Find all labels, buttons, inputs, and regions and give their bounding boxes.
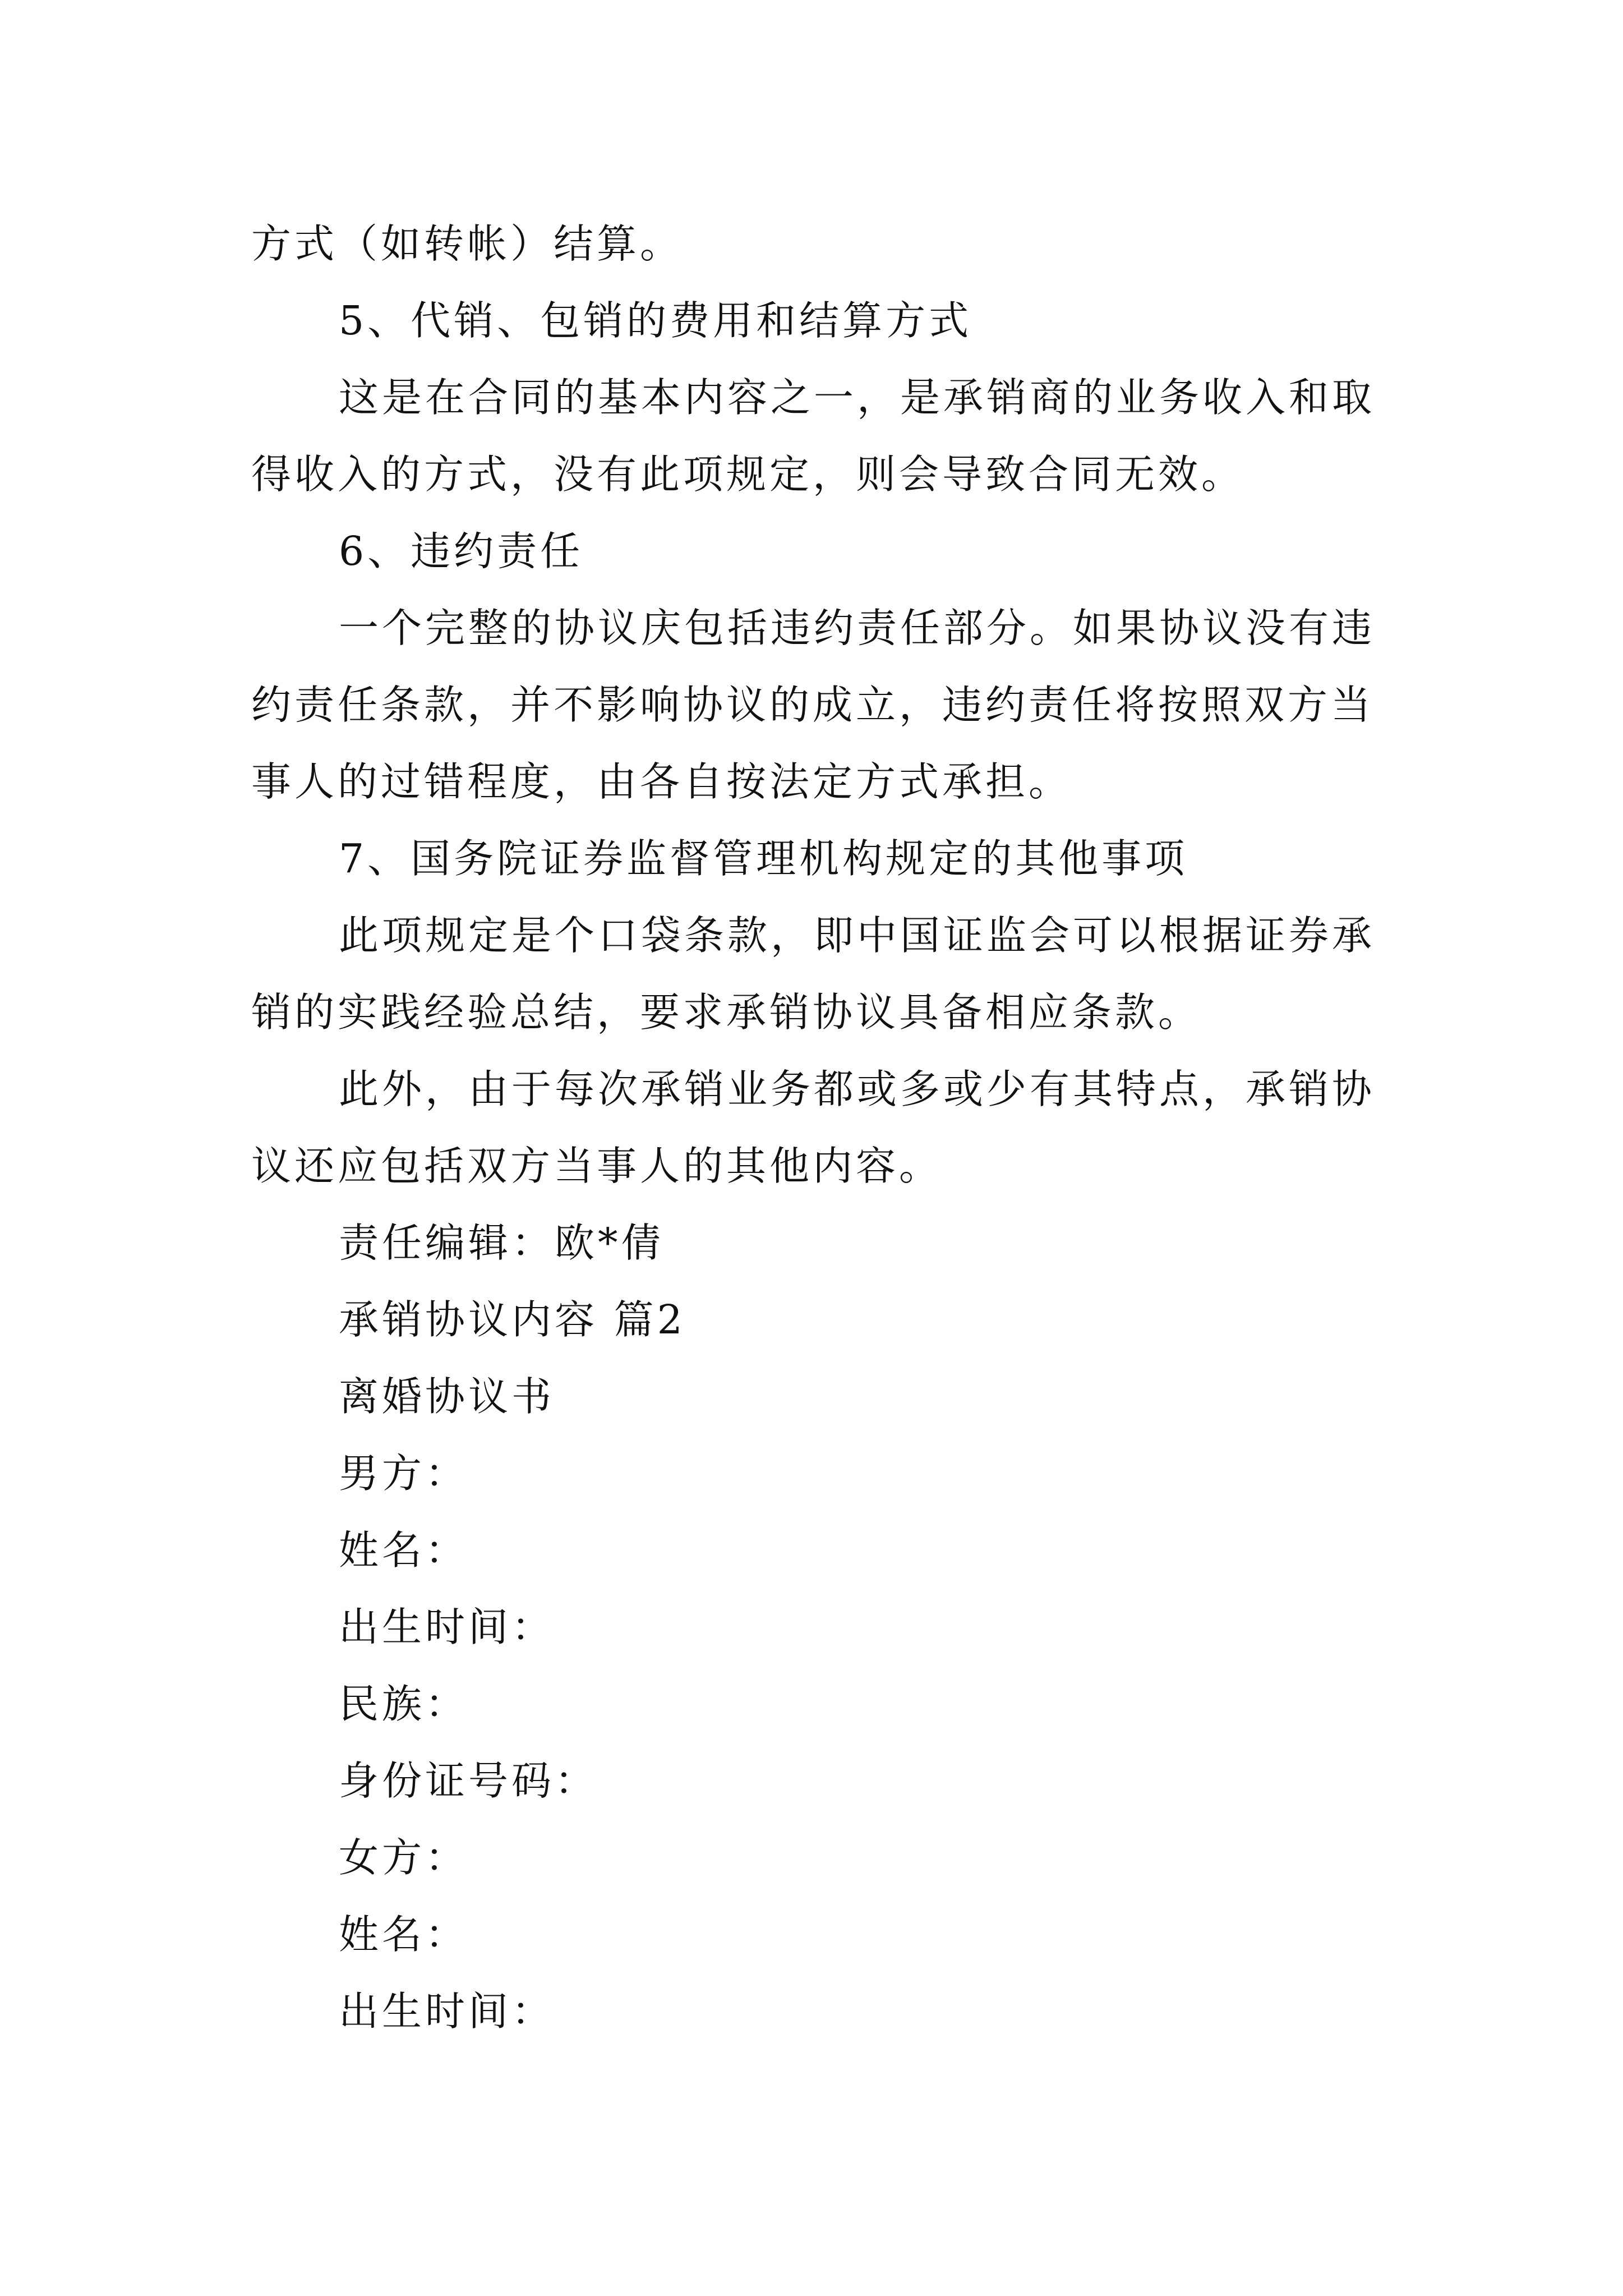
text-line: 约责任条款，并不影响协议的成立，违约责任将按照双方当	[251, 682, 1375, 728]
form-label: 姓名：	[339, 1527, 469, 1573]
article-title: 承销协议内容 篇2	[339, 1296, 686, 1343]
text-line: 销的实践经验总结，要求承销协议具备相应条款。	[251, 989, 1202, 1036]
text-line: 此外，由于每次承销业务都或多或少有其特点，承销协	[339, 1066, 1376, 1112]
text-line: 议还应包括双方当事人的其他内容。	[251, 1143, 943, 1189]
form-label: 民族：	[339, 1681, 469, 1727]
form-label: 姓名：	[339, 1911, 469, 1958]
editor-credit: 责任编辑：欧*倩	[339, 1220, 665, 1266]
form-label: 女方：	[339, 1834, 469, 1881]
text-line: 这是在合同的基本内容之一，是承销商的业务收入和取	[339, 374, 1376, 421]
text-line: 事人的过错程度，由各自按法定方式承担。	[251, 758, 1072, 805]
form-label: 身份证号码：	[339, 1757, 598, 1804]
text-line: 此项规定是个口袋条款，即中国证监会可以根据证券承	[339, 912, 1376, 959]
form-label: 男方：	[339, 1450, 469, 1497]
section-heading: 6、违约责任	[339, 528, 584, 574]
form-label: 出生时间：	[339, 1988, 555, 2035]
section-heading: 7、国务院证券监督管理机构规定的其他事项	[339, 835, 1188, 882]
text-line: 方式（如转帐）结算。	[251, 220, 684, 267]
form-label: 出生时间：	[339, 1604, 555, 1650]
agreement-title: 离婚协议书	[339, 1373, 555, 1420]
text-line: 得收入的方式，没有此项规定，则会导致合同无效。	[251, 451, 1245, 498]
section-heading: 5、代销、包销的费用和结算方式	[339, 297, 972, 344]
text-line: 一个完整的协议庆包括违约责任部分。如果协议没有违	[339, 605, 1376, 651]
